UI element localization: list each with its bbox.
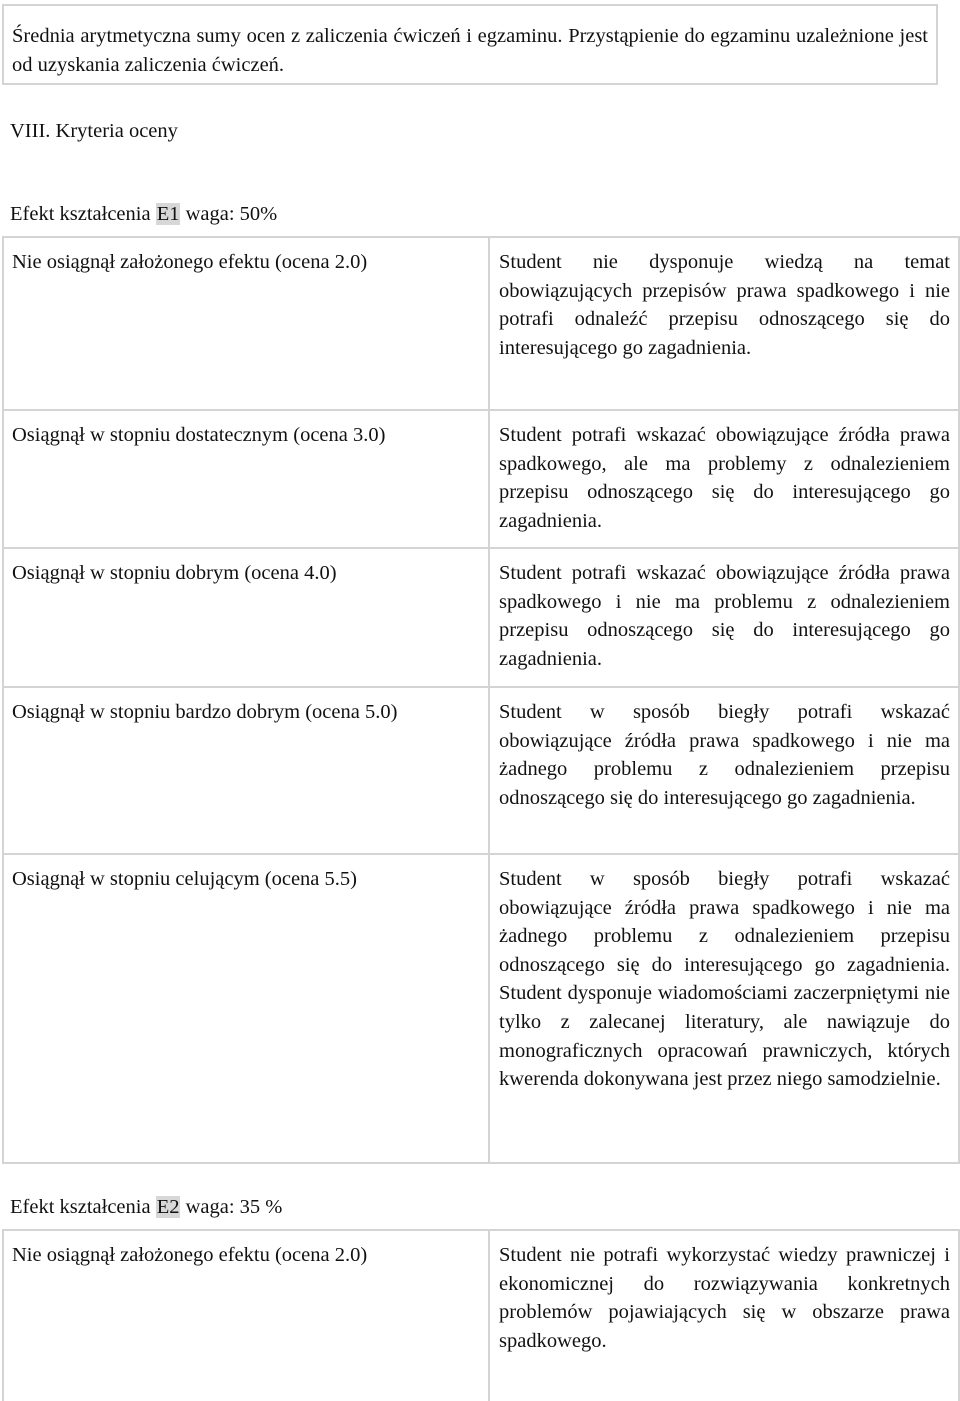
grade-description: Student w sposób biegły potrafi wskazać obowiązujące źródła prawa spadkowego i nie ma żadnego problemu z odnalezieniem przepisu odnoszącego się do interesującego go zagadnienia. Student dysponuje wiadomościami zaczerpniętymi nie tylko z zalecanej literatury, ale nawiązuje do monograficznych opracowań prawniczych, których kwerenda dokonywana jest przez niego samodzielnie. xyxy=(489,854,959,1163)
grade-label: Osiągnął w stopniu dostatecznym (ocena 3.0) xyxy=(3,410,489,548)
grade-label: Nie osiągnął założonego efektu (ocena 2.0) xyxy=(3,237,489,410)
criteria-table-e1 xyxy=(2,236,960,1164)
table-row xyxy=(3,687,959,854)
grade-description: Student nie dysponuje wiedzą na temat obowiązujących przepisów prawa spadkowego i nie potrafi odnaleźć przepisu odnoszącego się do interesującego go zagadnienia. xyxy=(489,237,959,410)
intro-text: Średnia arytmetyczna sumy ocen z zaliczenia ćwiczeń i egzaminu. Przystąpienie do egzaminu uzależnione jest od uzyskania zaliczenia ćwiczeń. xyxy=(12,25,928,76)
effect-code: E1 xyxy=(156,203,180,225)
effect-prefix: Efekt kształcenia xyxy=(10,1196,156,1218)
effect-weight: waga: 50% xyxy=(180,203,278,225)
grade-description: Student w sposób biegły potrafi wskazać obowiązujące źródła prawa spadkowego i nie ma żadnego problemu z odnalezieniem przepisu odnoszącego się do interesującego go zagadnienia. xyxy=(489,687,959,854)
grade-label: Nie osiągnął założonego efektu (ocena 2.0) xyxy=(3,1230,489,1401)
effect-prefix: Efekt kształcenia xyxy=(10,203,156,225)
table-row xyxy=(3,237,959,410)
effect-e1-heading xyxy=(10,200,277,229)
effect-code: E2 xyxy=(156,1196,180,1218)
table-row xyxy=(3,410,959,548)
effect-e2-heading xyxy=(10,1193,282,1222)
table-row xyxy=(3,1230,959,1401)
intro-box xyxy=(2,4,938,85)
grade-label: Osiągnął w stopniu celującym (ocena 5.5) xyxy=(3,854,489,1163)
grade-label: Osiągnął w stopniu dobrym (ocena 4.0) xyxy=(3,548,489,687)
section-title: VIII. Kryteria oceny xyxy=(10,120,178,142)
grade-description: Student nie potrafi wykorzystać wiedzy prawniczej i ekonomicznej do rozwiązywania konkretnych problemów pojawiających się w obszarze prawa spadkowego. xyxy=(489,1230,959,1401)
grade-description: Student potrafi wskazać obowiązujące źródła prawa spadkowego, ale ma problemy z odnalezieniem przepisu odnoszącego się do interesującego go zagadnienia. xyxy=(489,410,959,548)
grade-label: Osiągnął w stopniu bardzo dobrym (ocena 5.0) xyxy=(3,687,489,854)
table-row xyxy=(3,854,959,1163)
criteria-table-e2 xyxy=(2,1229,960,1401)
table-row xyxy=(3,548,959,687)
grade-description: Student potrafi wskazać obowiązujące źródła prawa spadkowego i nie ma problemu z odnalezieniem przepisu odnoszącego się do interesującego go zagadnienia. xyxy=(489,548,959,687)
effect-weight: waga: 35 % xyxy=(180,1196,283,1218)
